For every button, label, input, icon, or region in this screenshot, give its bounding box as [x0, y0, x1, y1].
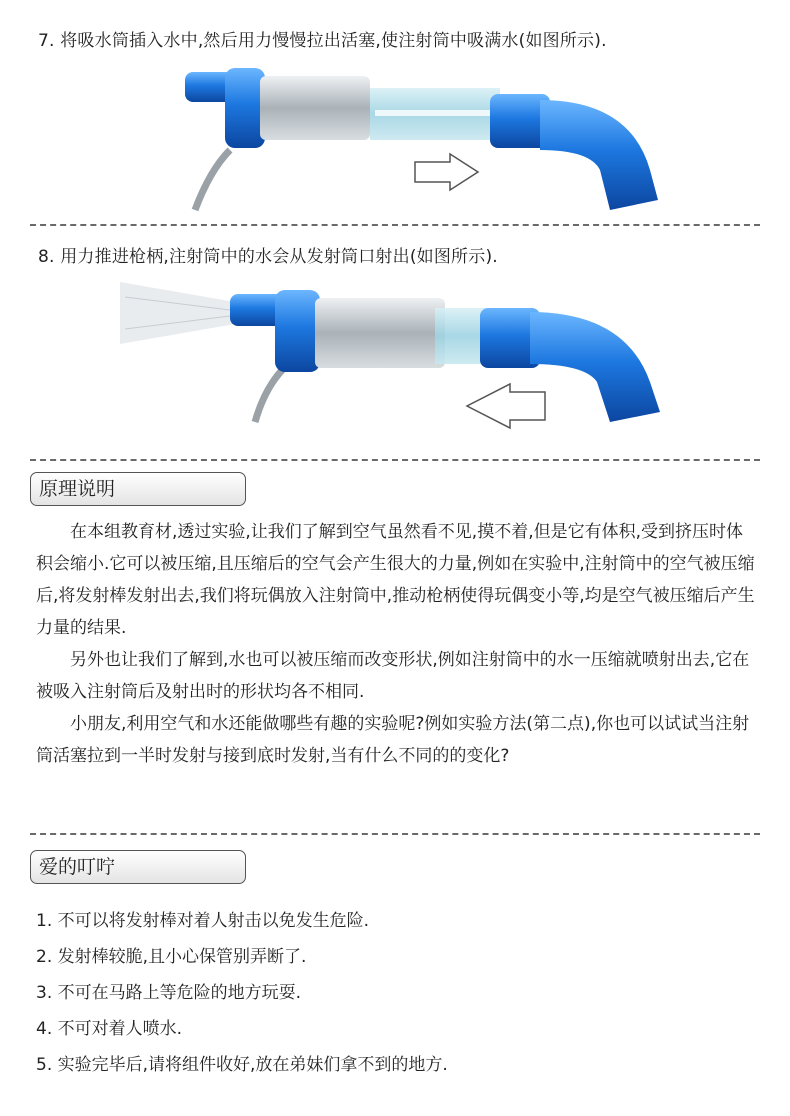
principle-paragraph: 小朋友,利用空气和水还能做哪些有趣的实验呢?例如实验方法(第二点),你也可以试试当注射筒活塞拉到一半时发射与接到底时发射,当有什么不同的的变化? — [36, 714, 750, 766]
care-list-item: 4. 不可对着人喷水. — [36, 1019, 183, 1039]
care-list-item: 1. 不可以将发射棒对着人射击以免发生危险. — [36, 911, 370, 931]
care-list-item: 3. 不可在马路上等危险的地方玩耍. — [36, 983, 302, 1003]
hose — [195, 150, 230, 210]
principle-section-title: 原理说明 — [30, 472, 246, 506]
principle-paragraph: 在本组教育材,透过实验,让我们了解到空气虽然看不见,摸不着,但是它有体积,受到挤压时体积会缩小.它可以被压缩,且压缩后的空气会产生很大的力量,例如在实验中,注射筒中的空气被压缩后,将发射棒发射出去,我们将玩偶放入注射筒中,推动枪柄使得玩偶变小等,均是空气被压缩后产生力量的结果. — [36, 522, 755, 638]
hose — [255, 367, 285, 422]
divider — [30, 224, 760, 226]
care-section-title: 爱的叮咛 — [30, 850, 246, 884]
syringe-handle — [530, 312, 660, 422]
principle-body — [36, 516, 756, 772]
arrow-left-icon — [467, 384, 545, 428]
syringe-barrel — [315, 298, 445, 368]
principle-paragraph: 另外也让我们了解到,水也可以被压缩而改变形状,例如注射筒中的水一压缩就喷射出去,它在被吸入注射筒后及射出时的形状均各不相同. — [36, 650, 750, 702]
arrow-right-icon — [415, 154, 478, 190]
care-list-item: 5. 实验完毕后,请将组件收好,放在弟妹们拿不到的地方. — [36, 1055, 448, 1075]
water-spray — [120, 282, 235, 344]
syringe-handle — [540, 100, 658, 210]
syringe-spray-illustration — [115, 272, 675, 432]
divider — [30, 459, 760, 461]
syringe-barrel — [260, 76, 370, 140]
step-7-text: 7. 将吸水筒插入水中,然后用力慢慢拉出活塞,使注射筒中吸满水(如图所示). — [38, 31, 607, 51]
syringe-fill-illustration — [170, 60, 670, 220]
step-8-text: 8. 用力推进枪柄,注射筒中的水会从发射筒口射出(如图所示). — [38, 247, 498, 267]
care-list-item: 2. 发射棒较脆,且小心保管别弄断了. — [36, 947, 307, 967]
divider — [30, 833, 760, 835]
